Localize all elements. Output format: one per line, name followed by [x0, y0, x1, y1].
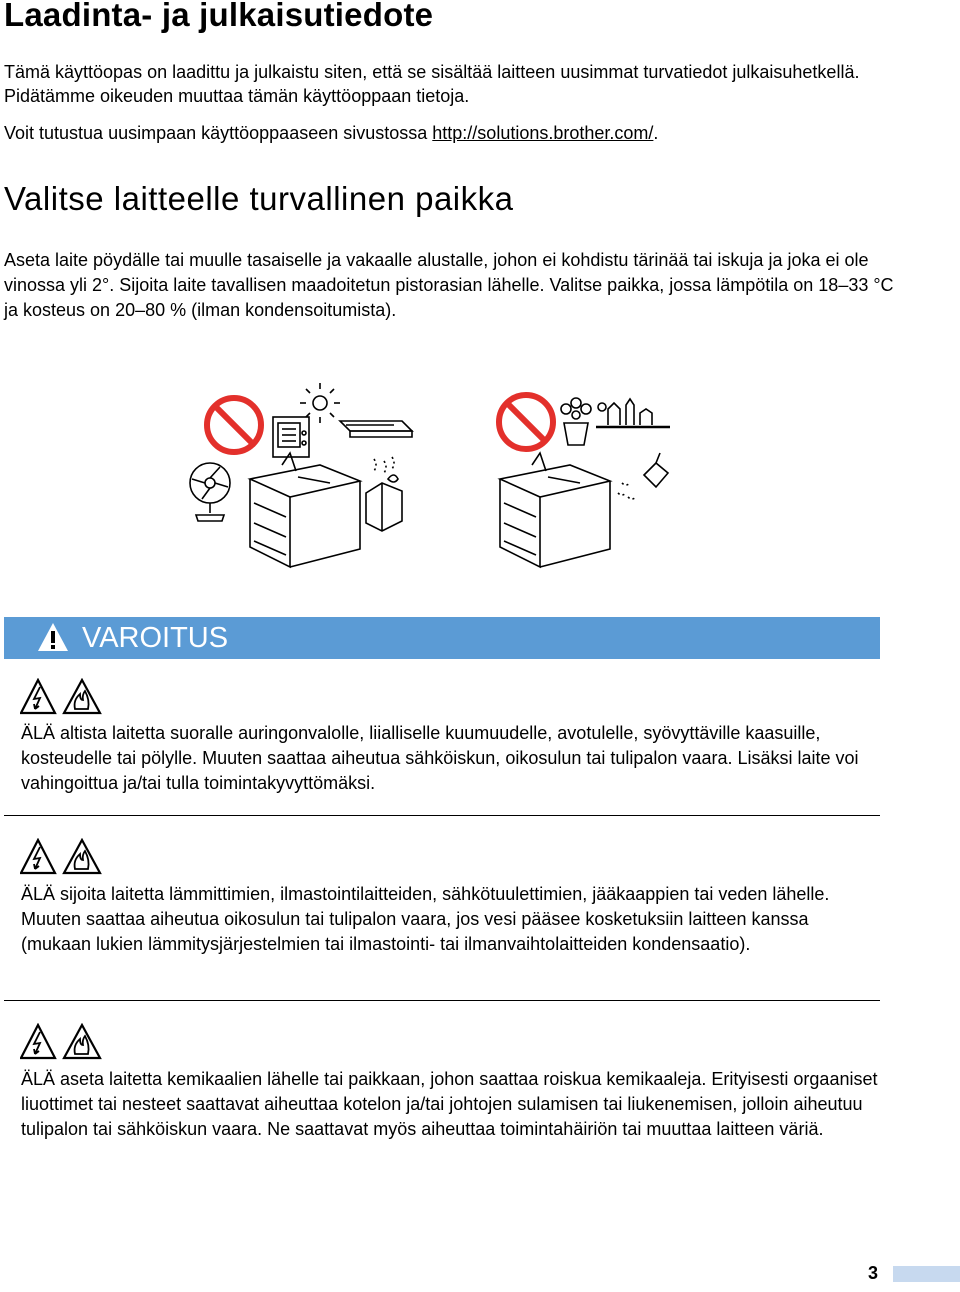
warning-text-2: ÄLÄ sijoita laitetta lämmittimien, ilmastointilaitteiden, sähkötuulettimien, jääkaappien tai veden lähelle. Muuten saattaa aiheutua oikosulun tai tulipalon vaara, jos vesi pääsee kosketuksiin laitteen kanssa (mukaan lukien lämmitysjärjestelmien tai ilmastointi- tai ilmanvaihtolaitteiden kondensaatio). — [21, 884, 830, 954]
section-title: Valitse laitteelle turvallinen paikka — [4, 180, 514, 217]
sun-icon — [300, 383, 340, 423]
intro-paragraph: Tämä käyttöopas on laadittu ja julkaistu siten, että se sisältää laitteen uusimmat turvatiedot julkaisuhetkellä. Pidätämme oikeuden muuttaa tämän käyttöoppaan tietoja. — [4, 62, 860, 106]
printer-icon — [250, 453, 360, 567]
page-number: 3 — [868, 1263, 879, 1283]
divider — [4, 815, 880, 816]
warning-text-3: ÄLÄ aseta laitetta kemikaalien lähelle tai paikkaan, johon saattaa roiskua kemikaaleja. Erityisesti orgaaniset liuottimet tai nesteet saattavat aiheuttaa kotelon ja/tai johtojen sulamisen tai liukenemisen, jolloin aiheutuu tulipalon tai sähköiskun vaara. Ne saattavat myös aiheuttaa toimintahäiriön tai muuttaa laitteen väriä. — [21, 1069, 878, 1139]
page-title: Laadinta- ja julkaisutiedote — [4, 0, 434, 33]
prohibited-sign-icon — [207, 398, 261, 452]
fire-hazard-icon — [64, 840, 100, 873]
flower-vase-icon — [561, 398, 591, 445]
humidifier-icon — [366, 457, 402, 531]
hazard-icons — [20, 1023, 104, 1061]
electric-fan-icon — [190, 463, 230, 521]
air-conditioner-icon — [340, 421, 412, 437]
spray-can-icon — [618, 453, 668, 499]
warning-triangle-icon — [36, 621, 70, 653]
warning-text-1: ÄLÄ altista laitetta suoralle auringonvalolle, liialliselle kuumuudelle, avotulelle, syövyttäville kaasuille, kosteudelle tai pölylle. Muuten saattaa aiheutua sähköiskun, oikosulun tai tulipalon vaara. Lisäksi laite voi vahingoittua ja/tai tulla toimintakyvyttömäksi. — [21, 723, 859, 793]
warning-title: VAROITUS — [82, 622, 229, 654]
fire-hazard-icon — [64, 680, 100, 713]
intro-link-line — [4, 121, 658, 145]
intro-link-prefix: Voit tutustua uusimpaan käyttöoppaaseen sivustossa — [4, 123, 433, 143]
warning-header — [4, 617, 880, 659]
electric-shock-icon — [21, 680, 55, 713]
fire-hazard-icon — [64, 1025, 100, 1058]
divider — [4, 1000, 880, 1001]
intro-link-suffix: . — [653, 123, 659, 143]
solutions-link[interactable]: http://solutions.brother.com/ — [432, 123, 654, 143]
printer-icon — [500, 453, 610, 567]
electric-shock-icon — [21, 1025, 55, 1058]
heater-icon — [273, 417, 309, 457]
section-paragraph: Aseta laite pöydälle tai muulle tasaiselle ja vakaalle alustalle, johon ei kohdistu tärinää tai iskuja ja joka ei ole vinossa yli 2°. Sijoita laite tavallisen maadoitetun pistorasian lähelle. Valitse paikka, jossa lämpötila on 18–33 °C ja kosteus on 20–80 % (ilman kondensoitumista). — [4, 250, 894, 320]
page-number-bar — [893, 1266, 960, 1282]
hazard-icons — [20, 678, 104, 716]
placement-illustration — [170, 375, 730, 585]
prohibited-sign-icon — [499, 395, 553, 449]
chemical-bottles-icon — [598, 399, 652, 425]
hazard-icons — [20, 838, 104, 876]
electric-shock-icon — [21, 840, 55, 873]
